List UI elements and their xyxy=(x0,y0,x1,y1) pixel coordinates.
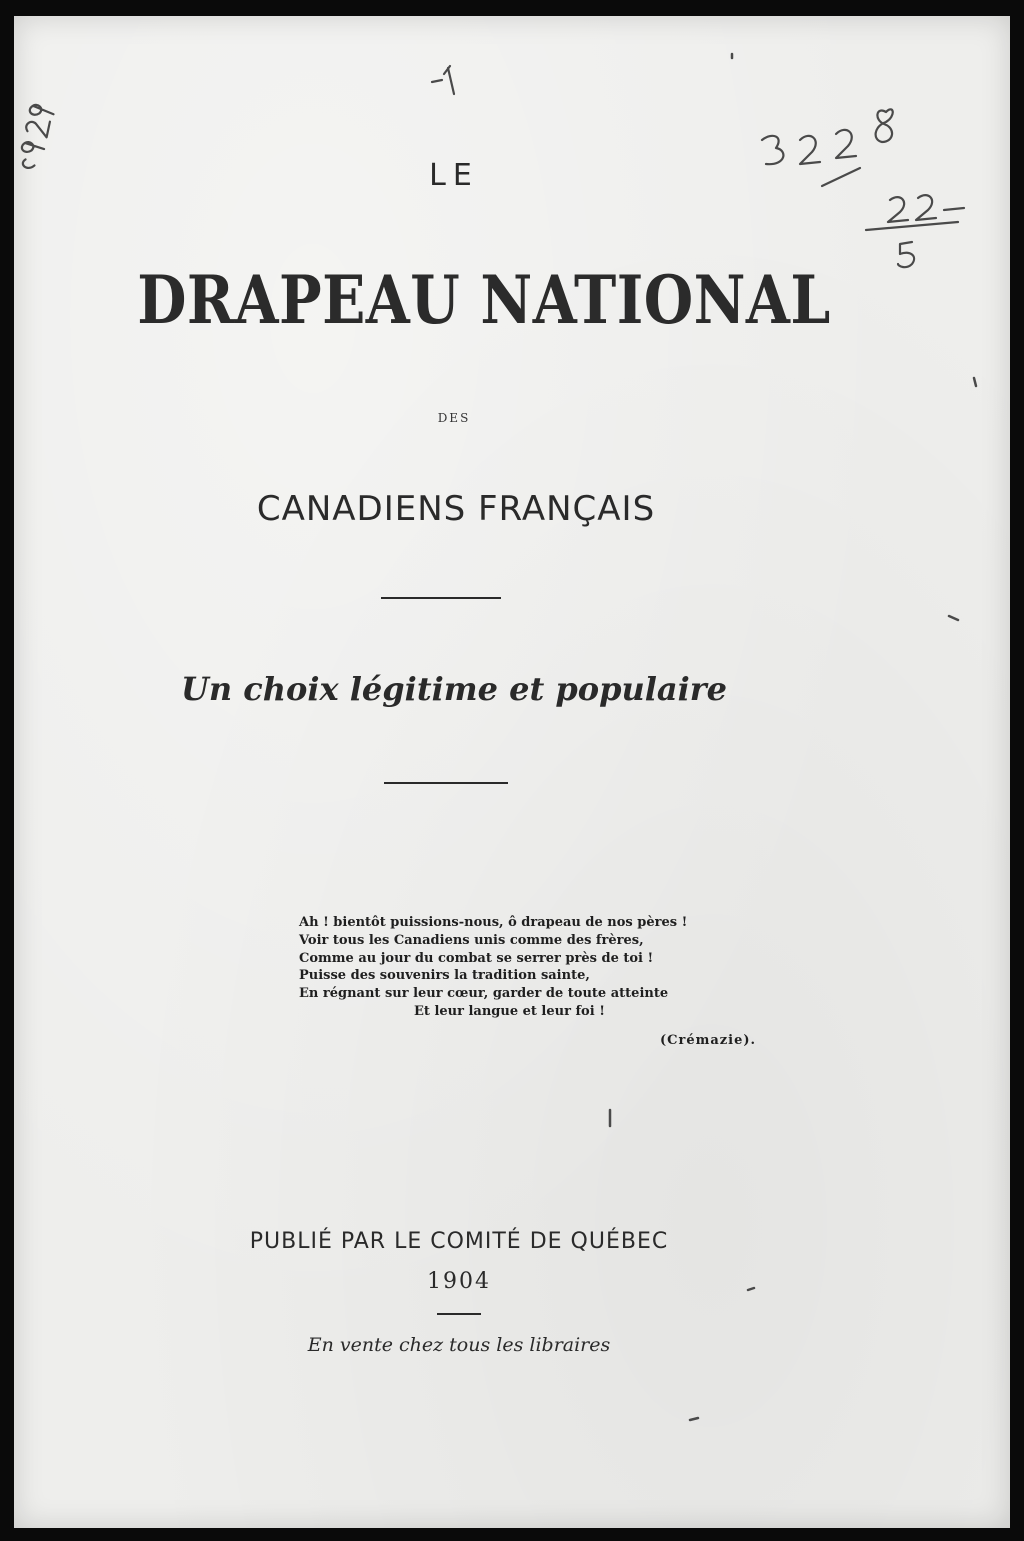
epigraph-line: Puisse des souvenirs la tradition sainte, xyxy=(299,968,590,984)
epigraph-line: En régnant sur leur cœur, garder de toute atteinte xyxy=(299,986,669,1002)
publisher-line: PUBLIÉ PAR LE COMITÉ DE QUÉBEC xyxy=(249,1229,669,1254)
epigraph-line: Voir tous les Canadiens unis comme des frères, xyxy=(299,932,644,948)
title-connector: DES xyxy=(437,411,471,425)
sale-note: En vente chez tous les libraires xyxy=(307,1334,611,1356)
epigraph xyxy=(299,914,687,1021)
handwritten-note-fraction xyxy=(866,195,964,267)
handwritten-note-top-center xyxy=(432,66,454,94)
main-title: DRAPEAU NATIONAL xyxy=(137,261,831,339)
divider-rule-middle xyxy=(384,782,508,784)
divider-rule-top xyxy=(381,597,501,599)
epigraph-line: Comme au jour du combat se serrer près de toi ! xyxy=(299,950,654,966)
divider-rule-bottom xyxy=(437,1313,481,1315)
tagline: Un choix légitime et populaire xyxy=(180,670,728,708)
handwritten-annotations xyxy=(14,16,1010,1528)
publication-year: 1904 xyxy=(427,1269,491,1294)
epigraph-line: Et leur langue et leur foi ! xyxy=(414,1003,605,1019)
epigraph-line: Ah ! bientôt puissions-nous, ô drapeau de nos pères ! xyxy=(299,915,688,930)
title-article: LE xyxy=(429,158,479,193)
title-page xyxy=(14,16,1010,1528)
epigraph-attribution: (Crémazie). xyxy=(660,1033,757,1048)
title-subject: CANADIENS FRANÇAIS xyxy=(256,489,656,529)
